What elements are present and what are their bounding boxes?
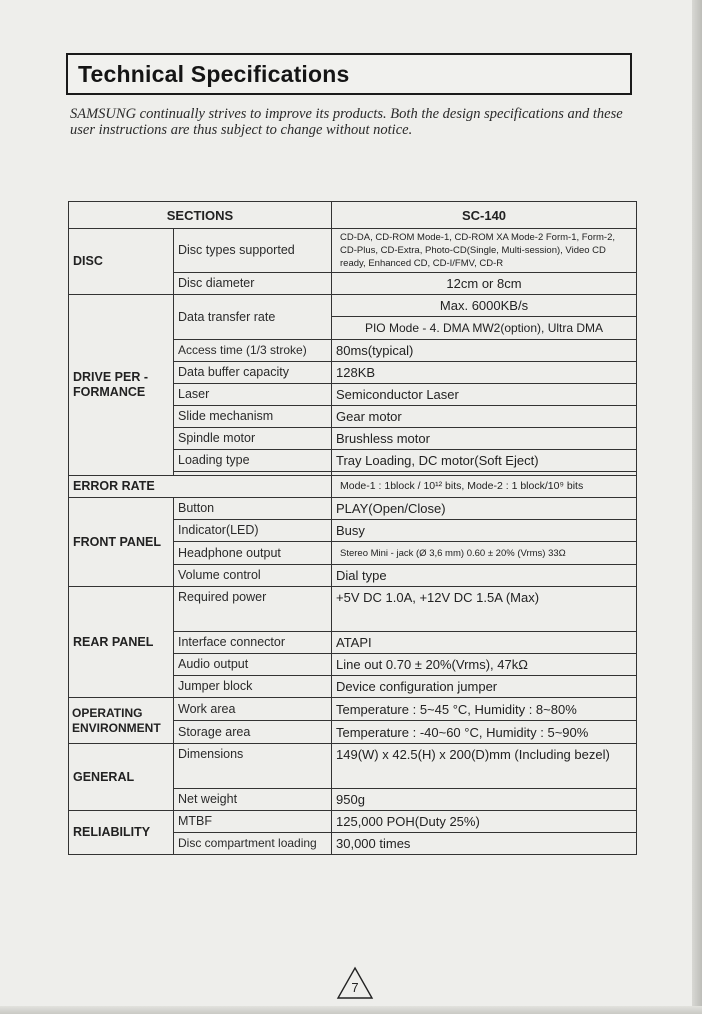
item-interface: Interface connector (174, 632, 332, 654)
value-transfer-max: Max. 6000KB/s (332, 295, 637, 317)
spec-table (68, 201, 637, 855)
item-headphone: Headphone output (174, 542, 332, 565)
value-work-area: Temperature : 5~45 °C, Humidity : 8~80% (332, 698, 637, 721)
item-slide: Slide mechanism (174, 406, 332, 428)
value-disc-diameter: 12cm or 8cm (332, 273, 637, 295)
value-loading-type: Tray Loading, DC motor(Soft Eject) (332, 450, 637, 472)
page-title: Technical Specifications (78, 61, 350, 87)
item-disc-diameter: Disc diameter (174, 273, 332, 295)
value-storage-area: Temperature : -40~60 °C, Humidity : 5~90% (332, 721, 637, 744)
item-power: Required power (174, 587, 332, 632)
section-general: GENERAL (69, 744, 174, 811)
item-dimensions: Dimensions (174, 744, 332, 789)
item-volume: Volume control (174, 565, 332, 587)
value-jumper: Device configuration jumper (332, 676, 637, 698)
table-row (69, 229, 637, 273)
item-storage-area: Storage area (174, 721, 332, 744)
item-spindle: Spindle motor (174, 428, 332, 450)
item-audio: Audio output (174, 654, 332, 676)
item-laser: Laser (174, 384, 332, 406)
value-slide: Gear motor (332, 406, 637, 428)
value-button: PLAY(Open/Close) (332, 498, 637, 520)
item-work-area: Work area (174, 698, 332, 721)
value-volume: Dial type (332, 565, 637, 587)
value-interface: ATAPI (332, 632, 637, 654)
table-header-row (69, 202, 637, 229)
intro-paragraph: SAMSUNG continually strives to improve its products. Both the design specifications and these user instructions are thus subject to change without notice. (70, 106, 623, 138)
header-sections: SECTIONS (69, 202, 332, 229)
value-net-weight: 950g (332, 789, 637, 811)
value-audio: Line out 0.70 ± 20%(Vrms), 47kΩ (332, 654, 637, 676)
item-access-time: Access time (1/3 stroke) (174, 340, 332, 362)
section-disc: DISC (69, 229, 174, 295)
item-loading-type: Loading type (174, 450, 332, 472)
page-number: 7 (351, 980, 359, 995)
item-buffer: Data buffer capacity (174, 362, 332, 384)
item-disc-types: Disc types supported (174, 229, 332, 273)
table-row (69, 295, 637, 317)
table-row (69, 587, 637, 632)
value-disc-compartment-loading: 30,000 times (332, 833, 637, 855)
item-indicator: Indicator(LED) (174, 520, 332, 542)
value-power: +5V DC 1.0A, +12V DC 1.5A (Max) (332, 587, 637, 632)
value-error-rate: Mode-1 : 1block / 10¹² bits, Mode-2 : 1 block/10⁹ bits (332, 476, 637, 498)
table-row (69, 498, 637, 520)
value-laser: Semiconductor Laser (332, 384, 637, 406)
value-headphone: Stereo Mini - jack (Ø 3,6 mm) 0.60 ± 20% (Vrms) 33Ω (332, 542, 637, 565)
page-bottom-edge (0, 1006, 702, 1014)
section-rear-panel: REAR PANEL (69, 587, 174, 698)
value-spindle: Brushless motor (332, 428, 637, 450)
section-operating-environment: OPERATING ENVIRONMENT (69, 698, 174, 744)
page-number-badge (335, 965, 375, 1001)
table-row (69, 698, 637, 721)
page-edge-shadow (692, 0, 702, 1014)
section-front-panel: FRONT PANEL (69, 498, 174, 587)
header-model: SC-140 (332, 202, 637, 229)
item-net-weight: Net weight (174, 789, 332, 811)
item-transfer-rate: Data transfer rate (174, 295, 332, 340)
section-drive-performance: DRIVE PER - FORMANCE (69, 295, 174, 476)
item-disc-compartment-loading: Disc compartment loading (174, 833, 332, 855)
value-dimensions: 149(W) x 42.5(H) x 200(D)mm (Including bezel) (332, 744, 637, 789)
item-button: Button (174, 498, 332, 520)
item-jumper: Jumper block (174, 676, 332, 698)
value-transfer-mode: PIO Mode - 4. DMA MW2(option), Ultra DMA (332, 317, 637, 340)
table-row (69, 811, 637, 833)
table-row (69, 744, 637, 789)
title-box (66, 53, 632, 95)
value-access-time: 80ms(typical) (332, 340, 637, 362)
value-buffer: 128KB (332, 362, 637, 384)
value-indicator: Busy (332, 520, 637, 542)
section-error-rate: ERROR RATE (69, 476, 332, 498)
section-reliability: RELIABILITY (69, 811, 174, 855)
item-mtbf: MTBF (174, 811, 332, 833)
value-mtbf: 125,000 POH(Duty 25%) (332, 811, 637, 833)
value-disc-types: CD-DA, CD-ROM Mode-1, CD-ROM XA Mode-2 Form-1, Form-2, CD-Plus, CD-Extra, Photo-CD(Single, Multi-session), Video CD ready, Enhanced CD, CD-I/FMV, CD-R (332, 229, 637, 273)
table-row (69, 476, 637, 498)
